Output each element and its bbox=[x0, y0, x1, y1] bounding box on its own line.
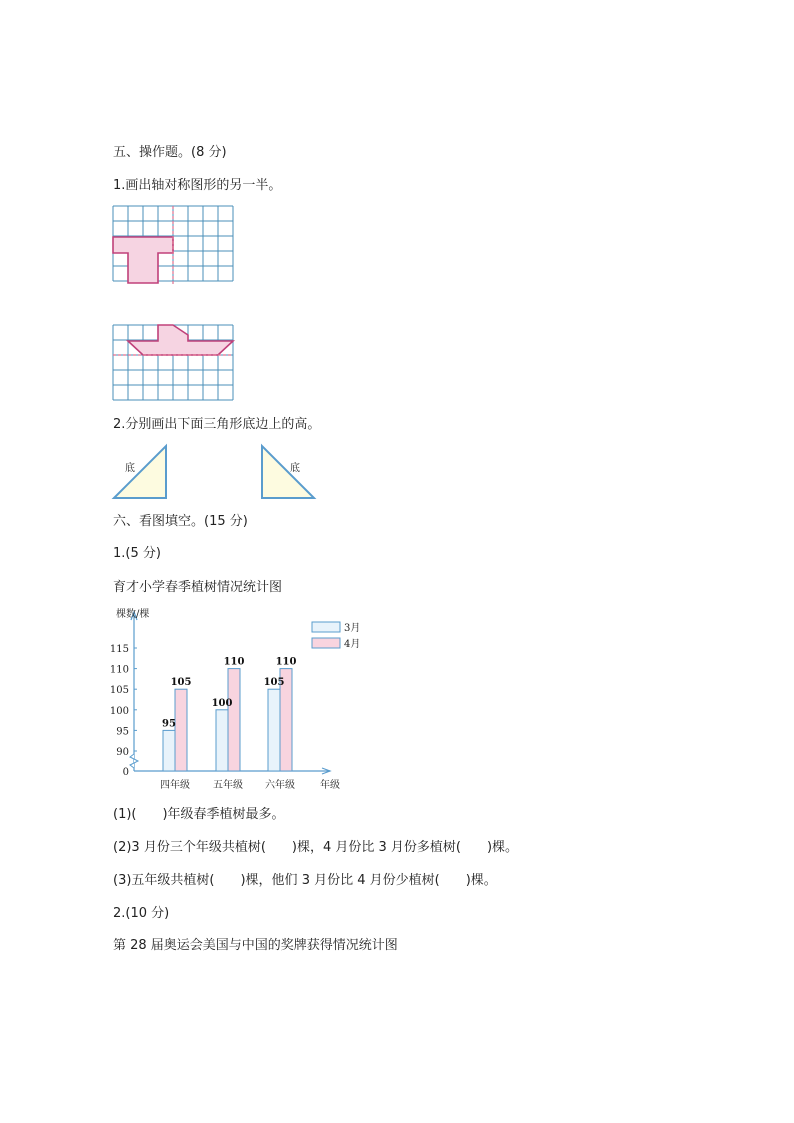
y-tick-label: 115 bbox=[109, 644, 129, 655]
bar-value-label: 105 bbox=[170, 677, 192, 689]
y-tick-label: 110 bbox=[109, 664, 129, 676]
axis-break bbox=[130, 754, 138, 768]
bar-april bbox=[175, 689, 187, 771]
bar-march bbox=[216, 710, 228, 771]
legend-swatch bbox=[312, 638, 340, 648]
x-tick-label: 四年级 bbox=[160, 780, 190, 791]
base-label-left: 底 bbox=[125, 463, 135, 474]
y-tick-label: 90 bbox=[116, 747, 129, 758]
bar-value-label: 105 bbox=[263, 677, 285, 689]
x-tick-label: 五年级 bbox=[213, 780, 243, 791]
y-axis-label: 棵数/棵 bbox=[116, 609, 150, 620]
bar-value-label: 100 bbox=[211, 697, 233, 709]
bar-april bbox=[228, 669, 240, 771]
x-tick-label: 六年级 bbox=[265, 780, 295, 791]
bar-value-label: 95 bbox=[162, 718, 176, 730]
section6-heading: 六、看图填空。(15 分) bbox=[113, 514, 248, 529]
base-label-right: 底 bbox=[290, 463, 300, 474]
symmetry-grid-1[interactable] bbox=[112, 205, 238, 285]
section5-heading: 五、操作题。(8 分) bbox=[113, 145, 227, 160]
question-5-2: 2.分别画出下面三角形底边上的高。 bbox=[113, 417, 321, 432]
bar-march bbox=[268, 689, 280, 771]
bar-chart bbox=[108, 603, 361, 795]
bar-value-label: 110 bbox=[275, 656, 297, 668]
x-axis-label: 年级 bbox=[320, 780, 340, 791]
y-tick-label: 95 bbox=[116, 726, 129, 738]
bar-value-label: 110 bbox=[223, 656, 245, 668]
legend-label: 4月 bbox=[344, 639, 361, 650]
y-tick-label: 0 bbox=[122, 767, 129, 778]
fill-blank-2: (2)3 月份三个年级共植树( )棵，4 月份比 3 月份多植树( )棵。 bbox=[113, 840, 519, 855]
legend-label: 3月 bbox=[344, 623, 361, 634]
fill-blank-1: (1)( )年级春季植树最多。 bbox=[113, 807, 285, 822]
bar-march bbox=[163, 730, 175, 771]
half-shape-1 bbox=[113, 237, 173, 283]
triangle-shape bbox=[114, 446, 166, 498]
y-tick-label: 105 bbox=[109, 685, 129, 697]
fill-blank-3: (3)五年级共植树( )棵，他们 3 月份比 4 月份少植树( )棵。 bbox=[113, 873, 497, 888]
question-5-1: 1.画出轴对称图形的另一半。 bbox=[113, 178, 282, 193]
question-6-1-label: 1.(5 分) bbox=[113, 546, 161, 561]
symmetry-grid-2[interactable] bbox=[112, 324, 238, 404]
legend-swatch bbox=[312, 622, 340, 632]
chart-2-title: 第 28 届奥运会美国与中国的奖牌获得情况统计图 bbox=[113, 938, 398, 953]
triangle-left[interactable] bbox=[112, 444, 172, 502]
y-tick-label: 100 bbox=[109, 705, 129, 717]
triangle-shape bbox=[262, 446, 314, 498]
question-6-2-label: 2.(10 分) bbox=[113, 906, 170, 921]
chart-title: 育才小学春季植树情况统计图 bbox=[113, 580, 283, 595]
triangle-right[interactable] bbox=[258, 444, 318, 502]
